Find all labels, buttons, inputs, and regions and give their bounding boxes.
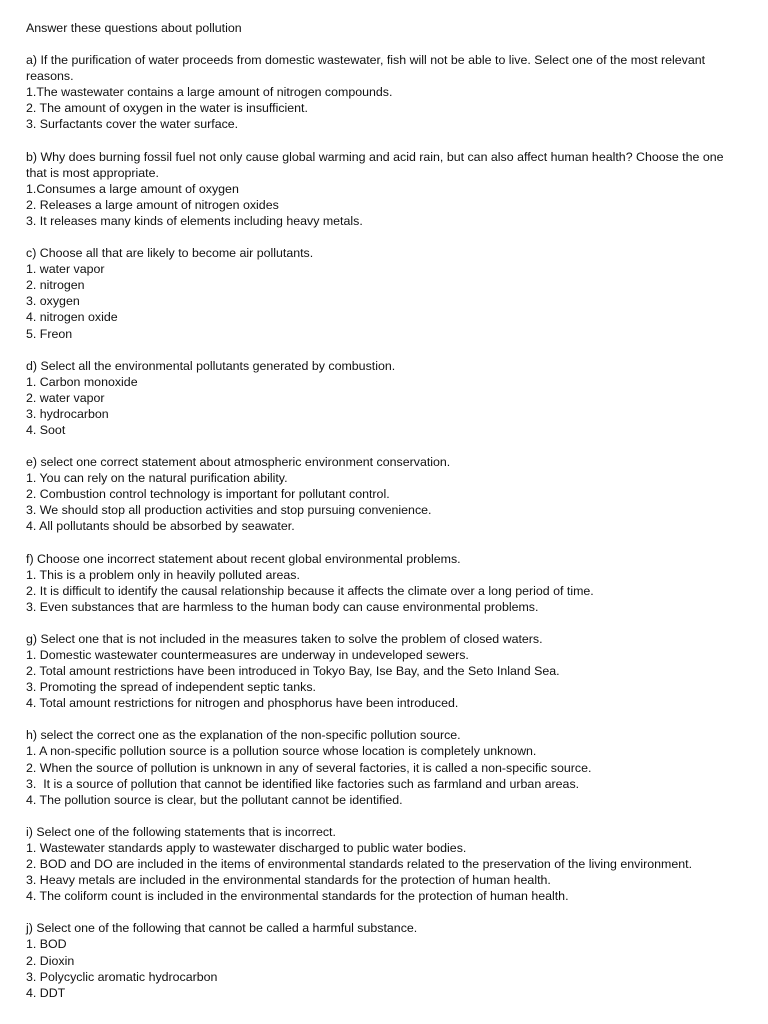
answer-option: 1. water vapor — [26, 262, 105, 277]
question-text: f) Choose one incorrect statement about recent global environmental problems. — [26, 551, 461, 566]
question-block — [26, 824, 744, 904]
answer-option: 2. water vapor — [26, 390, 105, 405]
answer-option: 5. Freon — [26, 326, 73, 341]
question-block — [26, 149, 744, 229]
answer-option: 1. A non-specific pollution source is a pollution source whose location is completely unknown. — [26, 744, 537, 759]
answer-option: 1. BOD — [26, 937, 67, 952]
question-text: h) select the correct one as the explanation of the non-specific pollution source. — [26, 728, 461, 743]
answer-option: 2. Combustion control technology is important for pollutant control. — [26, 487, 390, 502]
answer-option: 3. Polycyclic aromatic hydrocarbon — [26, 969, 218, 984]
question-text: g) Select one that is not included in the measures taken to solve the problem of closed waters. — [26, 631, 543, 646]
answer-option: 1.Consumes a large amount of oxygen — [26, 181, 239, 196]
question-list — [26, 52, 744, 1001]
answer-option: 1. This is a problem only in heavily polluted areas. — [26, 567, 300, 582]
answer-option: 4. Total amount restrictions for nitrogen and phosphorus have been introduced. — [26, 696, 459, 711]
answer-option: 3. Heavy metals are included in the environmental standards for the protection of human health. — [26, 873, 551, 888]
answer-option: 2. Total amount restrictions have been introduced in Tokyo Bay, Ise Bay, and the Seto Inland Sea. — [26, 664, 560, 679]
answer-option: 1. You can rely on the natural purification ability. — [26, 471, 288, 486]
answer-option: 2. It is difficult to identify the causal relationship because it affects the climate over a long period of time. — [26, 583, 594, 598]
document-title: Answer these questions about pollution — [26, 21, 242, 35]
question-block — [26, 454, 744, 534]
answer-option: 4. DDT — [26, 985, 66, 1000]
answer-option: 1. Domestic wastewater countermeasures are underway in undeveloped sewers. — [26, 648, 469, 662]
question-block — [26, 920, 744, 1000]
question-text: c) Choose all that are likely to become air pollutants. — [26, 246, 314, 261]
answer-option: 3. It releases many kinds of elements including heavy metals. — [26, 213, 363, 228]
answer-option: 3. We should stop all production activities and stop pursuing convenience. — [26, 503, 432, 518]
question-text: i) Select one of the following statements that is incorrect. — [26, 824, 336, 839]
answer-option: 4. The pollution source is clear, but the pollutant cannot be identified. — [26, 792, 403, 807]
answer-option: 3. hydrocarbon — [26, 406, 109, 421]
answer-option: 1.The wastewater contains a large amount of nitrogen compounds. — [26, 85, 393, 100]
question-text: d) Select all the environmental pollutants generated by combustion. — [26, 358, 396, 373]
answer-option: 3. Even substances that are harmless to the human body can cause environmental problems. — [26, 599, 539, 614]
question-text: b) Why does burning fossil fuel not only cause global warming and acid rain, but can also affect human health? Choose the one that is most appropriate. — [26, 149, 727, 180]
answer-option: 3. oxygen — [26, 294, 80, 309]
answer-option: 4. The coliform count is included in the environmental standards for the protection of human health. — [26, 889, 569, 904]
question-block — [26, 52, 744, 132]
question-block — [26, 358, 744, 438]
answer-option: 1. Carbon monoxide — [26, 374, 138, 389]
question-block — [26, 245, 744, 342]
answer-option: 1. Wastewater standards apply to wastewater discharged to public water bodies. — [26, 840, 467, 855]
answer-option: 2. The amount of oxygen in the water is insufficient. — [26, 101, 308, 116]
answer-option: 2. Releases a large amount of nitrogen oxides — [26, 197, 279, 212]
question-block — [26, 551, 744, 615]
answer-option: 4. nitrogen oxide — [26, 310, 118, 325]
answer-option: 4. Soot — [26, 422, 66, 437]
answer-option: 2. BOD and DO are included in the items of environmental standards related to the preservation of the living environment. — [26, 857, 693, 872]
answer-option: 3. Promoting the spread of independent septic tanks. — [26, 680, 316, 695]
question-block — [26, 631, 744, 711]
answer-option: 2. Dioxin — [26, 953, 75, 968]
answer-option: 4. All pollutants should be absorbed by seawater. — [26, 519, 295, 534]
question-text: j) Select one of the following that cannot be called a harmful substance. — [26, 921, 418, 936]
question-text: e) select one correct statement about atmospheric environment conservation. — [26, 455, 451, 470]
answer-option: 3. It is a source of pollution that cannot be identified like factories such as farmland and urban areas. — [26, 776, 580, 791]
answer-option: 2. nitrogen — [26, 278, 85, 293]
answer-option: 3. Surfactants cover the water surface. — [26, 117, 239, 132]
question-text: a) If the purification of water proceeds from domestic wastewater, fish will not be able to live. Select one of the most relevant reasons. — [26, 53, 709, 84]
question-block — [26, 727, 744, 807]
answer-option: 2. When the source of pollution is unknown in any of several factories, it is called a non-specific source. — [26, 760, 592, 775]
